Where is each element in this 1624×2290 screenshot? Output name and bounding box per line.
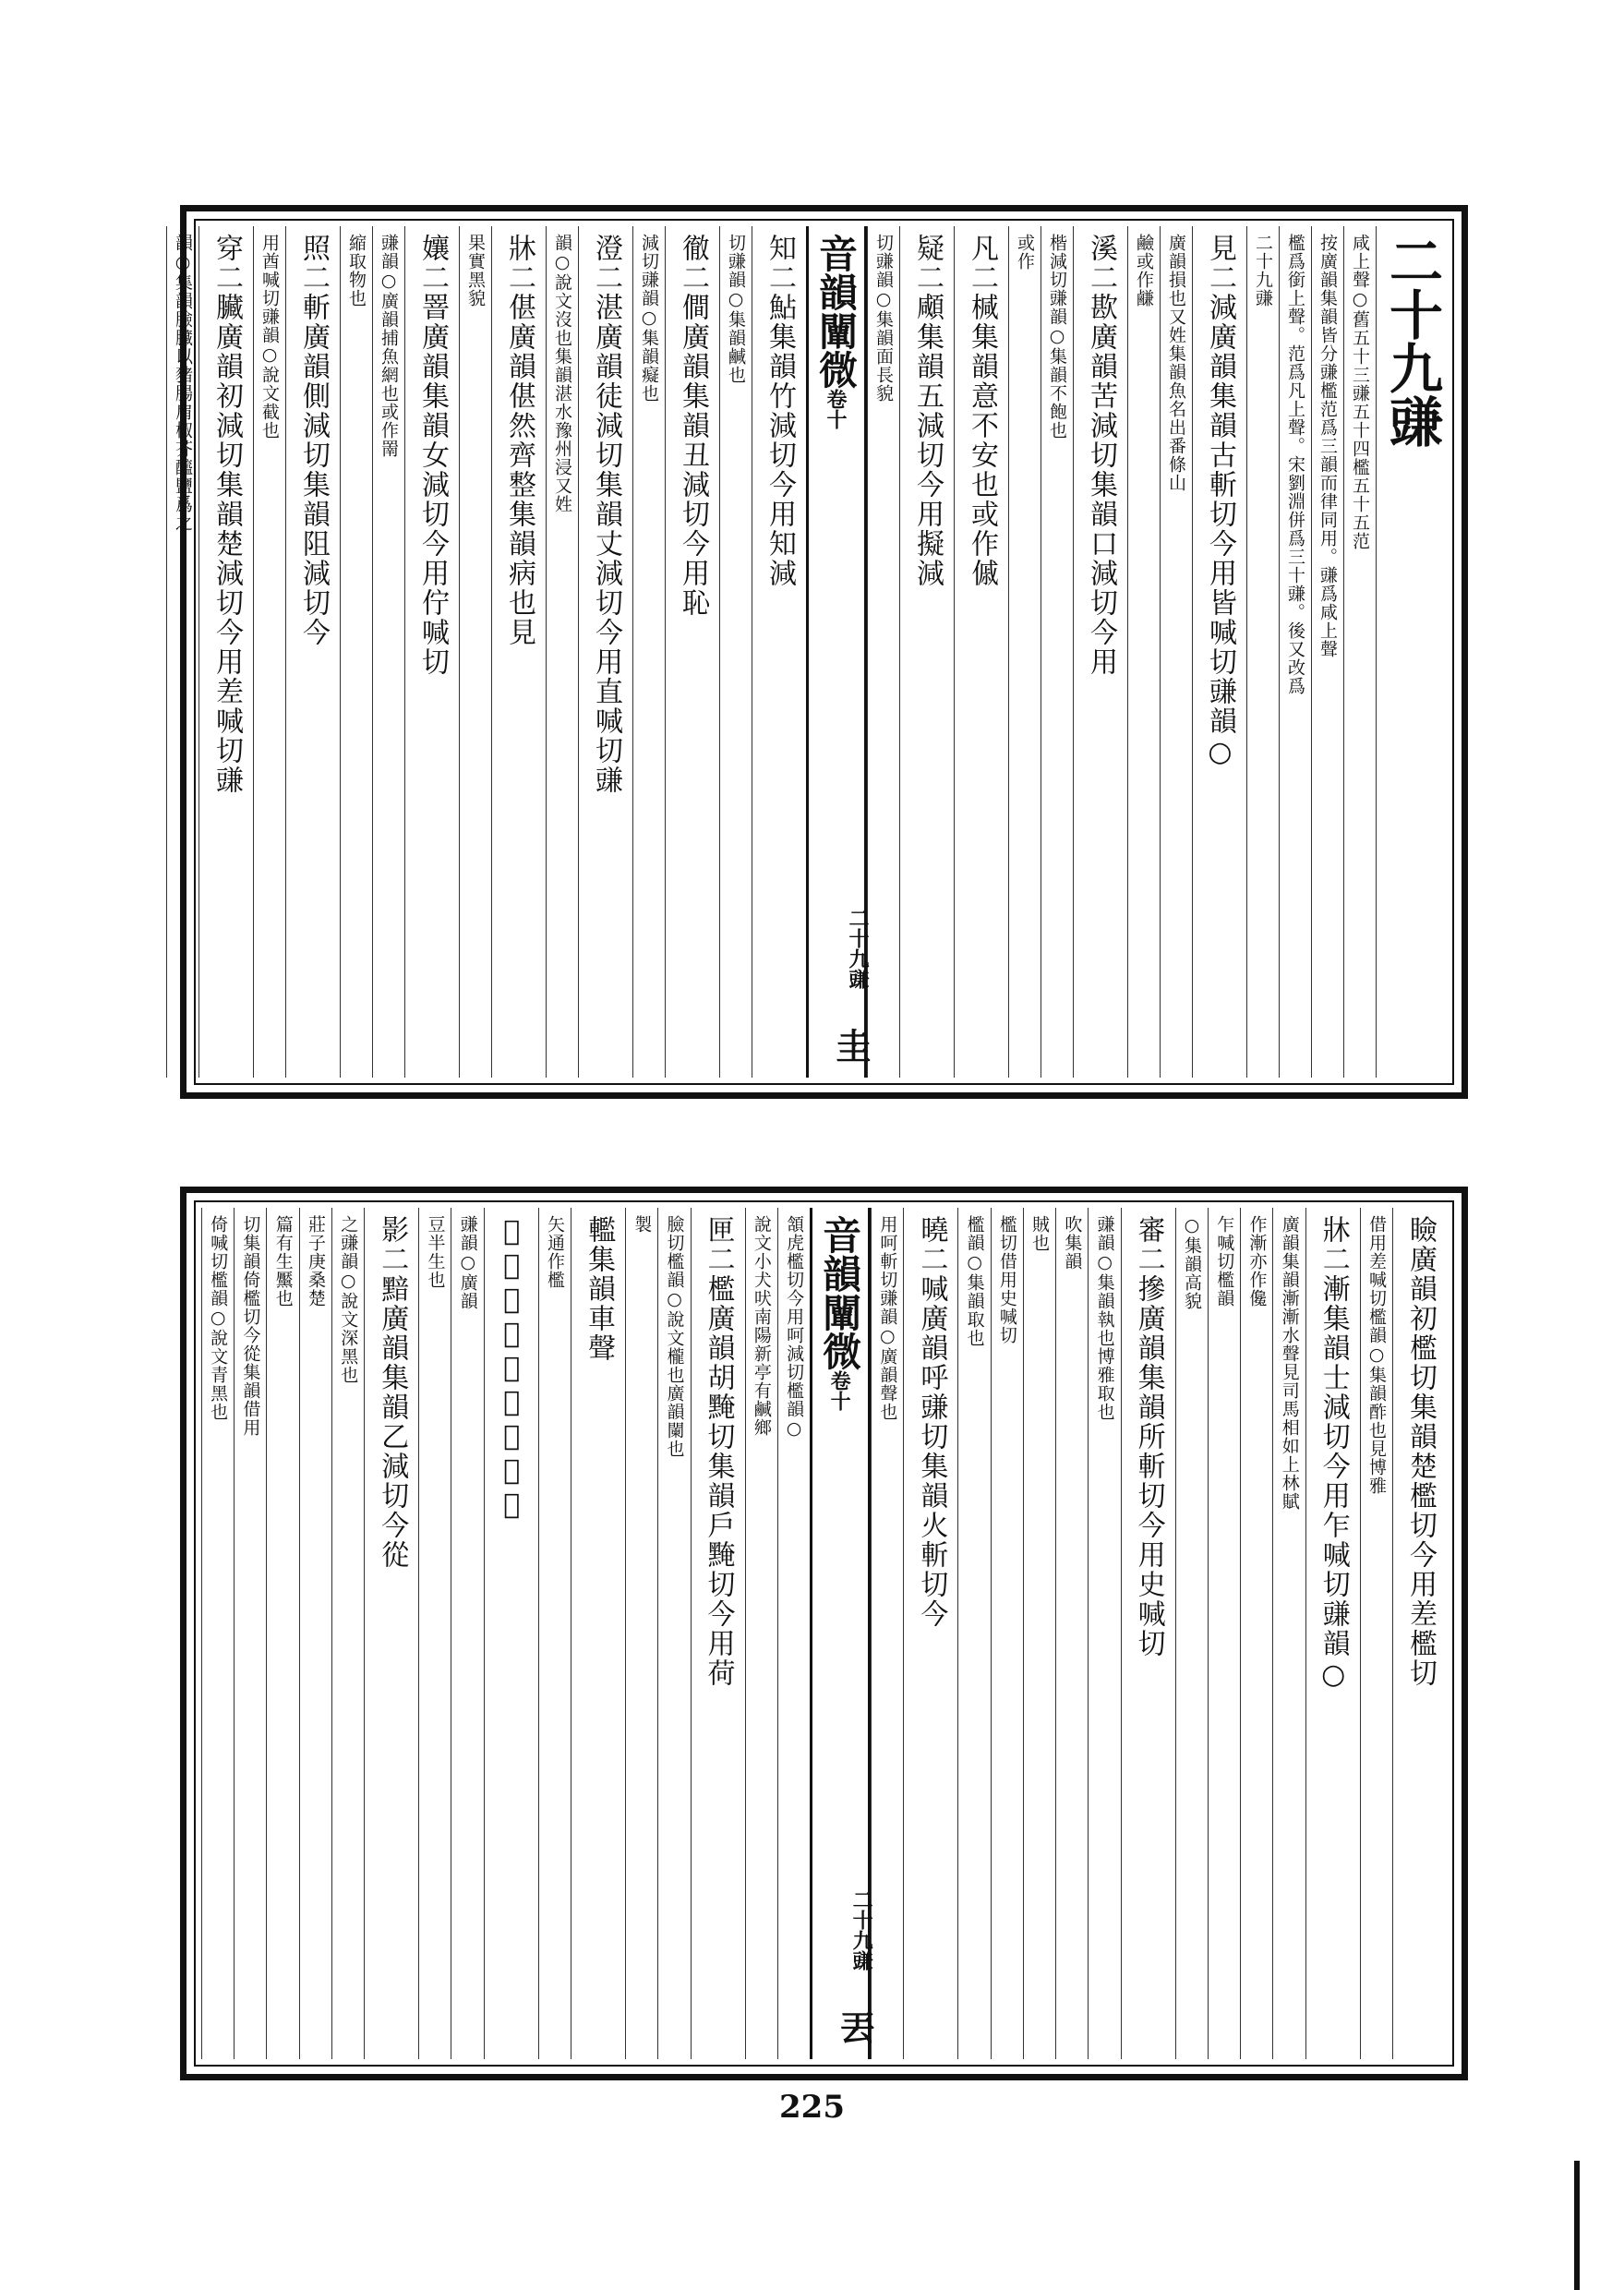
text-column: 作漸亦作儳: [1240, 1208, 1272, 2059]
text-column: 廣韻損也又姓集韻魚名出番條山: [1160, 226, 1192, 1078]
text-column: 用呵斬切豏韻○廣韻聲也: [871, 1208, 903, 2059]
text-column: 切豏韻○集韻面長貌: [867, 226, 899, 1078]
text-column: 或作: [1008, 226, 1041, 1078]
text-column: 二十九豏: [1246, 226, 1279, 1078]
center-fold-column: [810, 1208, 876, 2059]
text-column: 楷減切豏韻○集韻不飽也: [1041, 226, 1073, 1078]
text-column: 徹二僴廣韻集韻丑減切今用恥: [665, 226, 719, 1078]
book-title: 音韻闡微: [813, 234, 859, 389]
text-column: 切豏韻○集韻鹹也: [719, 226, 752, 1078]
text-column: 韻○說文沒也集韻湛水豫州浸又姓: [546, 226, 578, 1078]
text-column: 鹼或作鹻: [1127, 226, 1160, 1078]
text-column: 瞼廣韻初檻切集韻楚檻切今用差檻切: [1392, 1208, 1447, 2059]
text-column: 咸上聲○舊五十三豏五十四檻五十五范: [1343, 226, 1376, 1078]
text-column: 澄二湛廣韻徒減切集韻丈減切今用直喊切豏: [578, 226, 632, 1078]
text-column: 匣二檻廣韻胡黤切集韻戶黤切今用荷: [691, 1208, 745, 2059]
page-number: 225: [779, 2089, 845, 2126]
text-column: 篇有生黶也: [266, 1208, 298, 2059]
text-column: 凡二椷集韻意不安也或作傶: [954, 226, 1008, 1078]
text-column: 韻○集韻臉臟以豬腸肩椒芥醯鹽爲之: [166, 226, 198, 1078]
text-column: 知二鮎集韻竹減切今用知減: [752, 226, 806, 1078]
upper-page-panel: [173, 205, 1468, 1099]
edge-mark: [1574, 2161, 1580, 2290]
text-column: 牀二偡廣韻偡然齊整集韻病也見: [491, 226, 546, 1078]
section-label: 二十九豏: [846, 908, 870, 989]
lower-page-panel: [180, 1187, 1468, 2080]
text-column: 𥈦集韻陶器也或作鑑: [484, 1208, 538, 2059]
text-column: 按廣韻集韻皆分豏檻范爲三韻而律同用。豏爲咸上聲: [1311, 226, 1343, 1078]
text-column: 檻爲銜上聲。范爲凡上聲。宋劉淵併爲三十豏。後又改爲: [1279, 226, 1311, 1078]
text-column: 穿二臟廣韻初減切集韻楚減切今用差喊切豏: [198, 226, 253, 1078]
text-column: 曉二喊廣韻呼豏切集韻火斬切今: [903, 1208, 957, 2059]
text-column: 製: [625, 1208, 657, 2059]
text-column: 豏韻○廣韻捕魚網也或作罱: [372, 226, 404, 1078]
text-column: 吹集韻: [1055, 1208, 1088, 2059]
text-column: 縮取物也: [340, 226, 372, 1078]
text-column: 借用差喊切檻韻○集韻酢也見博雅: [1360, 1208, 1392, 2059]
text-column: 矢通作檻: [538, 1208, 571, 2059]
text-column: 檻韻○集韻取也: [957, 1208, 990, 2059]
text-column: 倚喊切檻韻○說文青黑也: [201, 1208, 234, 2059]
text-column: 見二減廣韻集韻古斬切今用皆喊切豏韻○: [1192, 226, 1246, 1078]
text-column: 頷虎檻切今用呵減切檻韻○: [777, 1208, 810, 2059]
text-column: 溪二歁廣韻苦減切集韻口減切今用: [1073, 226, 1127, 1078]
text-column: 賊也: [1023, 1208, 1055, 2059]
text-column: 果實黑貌: [459, 226, 491, 1078]
leaf-number: 丟: [834, 2009, 876, 2044]
text-column: 轞集韻車聲: [571, 1208, 625, 2059]
text-column: 疑二顑集韻五減切今用擬減: [899, 226, 954, 1078]
text-column: 乍喊切檻韻: [1208, 1208, 1240, 2059]
text-column: 豆半生也: [418, 1208, 451, 2059]
text-column: 廣韻集韻漸漸水聲見司馬相如上林賦: [1272, 1208, 1305, 2059]
text-column: 豏韻○廣韻: [451, 1208, 483, 2059]
rhyme-title-column: 二十九豏: [1376, 226, 1447, 1078]
text-column: 切集韻倚檻切今從集韻借用: [234, 1208, 266, 2059]
center-fold-column: [806, 226, 872, 1078]
book-title: 音韻闡微: [817, 1215, 863, 1370]
text-column: 說文小犬吠南陽新亭有鹹鄉: [745, 1208, 777, 2059]
text-column: ○集韻高貌: [1175, 1208, 1208, 2059]
text-column: 檻切借用史喊切: [991, 1208, 1023, 2059]
text-column: 審二摻廣韻集韻所斬切今用史喊切: [1121, 1208, 1175, 2059]
text-column: 之豏韻○說文深黑也: [331, 1208, 364, 2059]
text-column: 影二黯廣韻集韻乙減切今從: [364, 1208, 418, 2059]
text-column: 用酋喊切豏韻○說文截也: [253, 226, 285, 1078]
volume-label: 卷十: [827, 1370, 852, 1411]
text-column: 豏韻○集韻執也博雅取也: [1088, 1208, 1120, 2059]
text-column: 減切豏韻○集韻癡也: [632, 226, 665, 1078]
text-column: 牀二漸集韻士減切今用乍喊切豏韻○: [1305, 1208, 1360, 2059]
leaf-number: 圭: [830, 1028, 872, 1063]
text-column: 照二斬廣韻側減切集韻阻減切今: [285, 226, 340, 1078]
upper-text-columns: [173, 226, 1447, 1078]
lower-text-columns: [201, 1208, 1447, 2059]
text-column: 孃二罯廣韻集韻女減切今用佇喊切: [404, 226, 459, 1078]
text-column: 莊子庚桑楚: [299, 1208, 331, 2059]
section-label: 二十九豏: [849, 1889, 874, 1971]
volume-label: 卷十: [824, 389, 848, 429]
text-column: 臉切檻韻○說文櫳也廣韻闌也: [657, 1208, 690, 2059]
